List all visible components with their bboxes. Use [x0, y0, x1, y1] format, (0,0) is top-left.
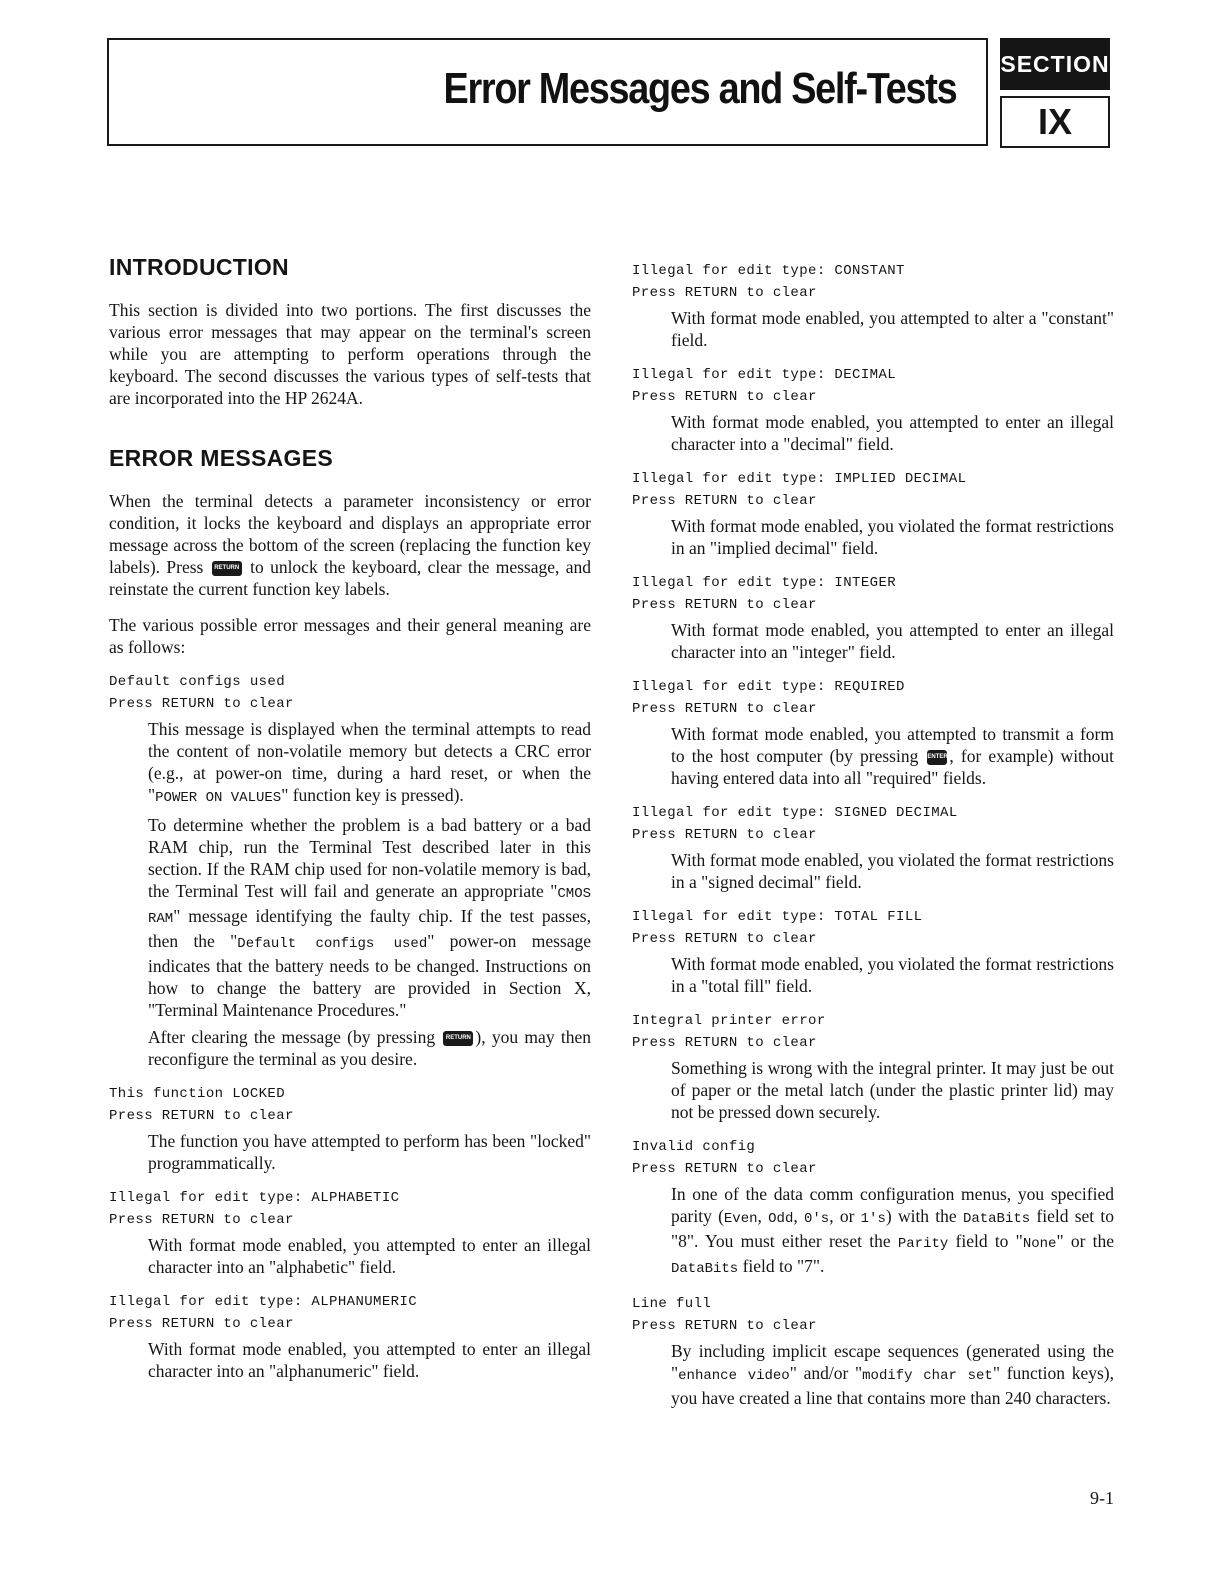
error-message-line: Illegal for edit type: SIGNED DECIMAL — [632, 805, 958, 821]
error-message-signed-decimal — [632, 803, 1114, 893]
enter-key-icon: ENTER — [927, 750, 947, 765]
error-message-integral-printer — [632, 1011, 1114, 1123]
section-label: SECTION — [1000, 38, 1110, 90]
error-message-line: Illegal for edit type: IMPLIED DECIMAL — [632, 471, 967, 487]
error-messages-intro: When the terminal detects a parameter inconsistency or error condition, it locks the keyboard and displays an appropriate error message across the bottom of the screen (replacing the function key labels). Press RETURN to unlock the keyboard, clear the message, and reinstate the current function key labels. — [109, 491, 592, 599]
error-message-line: Illegal for edit type: REQUIRED — [632, 679, 905, 695]
error-message-description: With format mode enabled, you attempted to enter an illegal character into a "decimal" field. — [671, 412, 1114, 454]
error-message-integer — [632, 573, 1114, 663]
error-message-line: Illegal for edit type: ALPHANUMERIC — [109, 1294, 418, 1310]
error-message-description: By including implicit escape sequences (generated using the "enhance video" and/or "modify char set" function keys), you have created a line that contains more than 240 characters. — [671, 1341, 1115, 1408]
introduction-text: This section is divided into two portions. The first discusses the various error messages that may appear on the terminal's screen while you are attempting to perform operations through the keyboard. The second discusses the various types of self-tests that are incorporated into the HP 2624A. — [109, 300, 591, 408]
error-message-constant — [632, 261, 1114, 351]
page-title: Error Messages and Self-Tests — [443, 64, 956, 113]
error-message-required — [632, 677, 1114, 789]
error-message-default-configs — [109, 672, 591, 1070]
return-key-icon: RETURN — [212, 561, 242, 576]
error-message-prompt: Press RETURN to clear — [632, 388, 817, 405]
error-message-prompt: Press RETURN to clear — [632, 826, 817, 843]
error-message-invalid-config — [632, 1137, 1114, 1280]
error-message-line: Illegal for edit type: CONSTANT — [632, 263, 905, 279]
error-message-line: This function LOCKED — [109, 1086, 286, 1102]
error-message-description: With format mode enabled, you violated the format restrictions in a "signed decimal" field. — [671, 850, 1114, 892]
error-message-line: Illegal for edit type: INTEGER — [632, 575, 897, 591]
error-message-prompt: Press RETURN to clear — [632, 492, 817, 509]
page-number: 9-1 — [1090, 1488, 1114, 1508]
error-message-description: In one of the data comm configuration menus, you specified parity (Even, Odd, 0's, or 1's) with the DataBits field set to "8". You must either reset the Parity field to "None" or the DataBits field to "7". — [671, 1184, 1115, 1277]
error-message-alphanumeric — [109, 1292, 591, 1382]
error-message-line: Illegal for edit type: DECIMAL — [632, 367, 897, 383]
error-message-prompt: Press RETURN to clear — [632, 930, 817, 947]
error-message-prompt: Press RETURN to clear — [632, 1160, 817, 1177]
error-message-line: Default configs used — [109, 674, 286, 690]
error-message-description: With format mode enabled, you attempted to enter an illegal character into an "alphanumeric" field. — [148, 1339, 591, 1381]
error-message-implied-decimal — [632, 469, 1114, 559]
right-column — [632, 261, 1114, 1423]
error-message-line-full — [632, 1294, 1114, 1409]
error-message-prompt: Press RETURN to clear — [109, 1211, 294, 1228]
error-message-description: This message is displayed when the terminal attempts to read the content of non-volatile memory but detects a CRC error (e.g., at power-on time, during a hard reset, or when the "POWER ON VALUES" function key is pressed). To determine whether the problem is a bad battery or a bad RAM chip, run the Terminal Test described later in this section. If the RAM chip used for non-volatile memory is bad, the Terminal Test will fail and generate an appropriate "CMOS RAM" message identifying the faulty chip. If the test passes, then the "Default configs used" power-on message indicates that the battery needs to be changed. Instructions on how to change the battery are provided in Section X, "Terminal Maintenance Procedures." After clearing the message (by pressing RETURN ), you may then reconfigure the terminal as you desire. — [148, 719, 591, 1069]
error-message-description: With format mode enabled, you attempted to alter a "constant" field. — [671, 308, 1114, 350]
error-message-description: With format mode enabled, you violated the format restrictions in an "implied decimal" field. — [671, 516, 1114, 558]
error-message-alphabetic — [109, 1188, 591, 1278]
section-number: IX — [1000, 96, 1110, 148]
error-message-total-fill — [632, 907, 1114, 997]
introduction-heading: INTRODUCTION — [109, 254, 289, 280]
return-key-icon: RETURN — [443, 1031, 473, 1046]
error-messages-heading: ERROR MESSAGES — [109, 445, 334, 471]
error-message-function-locked — [109, 1084, 591, 1174]
error-message-prompt: Press RETURN to clear — [632, 1034, 817, 1051]
error-message-prompt: Press RETURN to clear — [632, 700, 817, 717]
error-message-prompt: Press RETURN to clear — [632, 596, 817, 613]
error-message-line: Invalid config — [632, 1139, 756, 1155]
error-message-decimal — [632, 365, 1114, 455]
left-column — [109, 254, 591, 1396]
error-message-description: With format mode enabled, you attempted to transmit a form to the host computer (by pressing ENTER, for example) without having entered data into all "required" fields. — [671, 724, 1115, 788]
error-message-line: Illegal for edit type: TOTAL FILL — [632, 909, 923, 925]
error-message-prompt: Press RETURN to clear — [109, 695, 294, 712]
error-messages-lead: The various possible error messages and their general meaning are as follows: — [109, 615, 591, 657]
error-message-line: Line full — [632, 1296, 712, 1312]
error-message-line: Illegal for edit type: ALPHABETIC — [109, 1190, 400, 1206]
error-message-line: Integral printer error — [632, 1013, 826, 1029]
error-message-prompt: Press RETURN to clear — [109, 1107, 294, 1124]
error-message-description: With format mode enabled, you attempted to enter an illegal character into an "integer" field. — [671, 620, 1114, 662]
error-message-prompt: Press RETURN to clear — [109, 1315, 294, 1332]
error-message-description: With format mode enabled, you violated the format restrictions in a "total fill" field. — [671, 954, 1114, 996]
error-message-description: Something is wrong with the integral printer. It may just be out of paper or the metal latch (under the plastic printer lid) may not be pressed down securely. — [671, 1058, 1114, 1122]
error-message-prompt: Press RETURN to clear — [632, 1317, 817, 1334]
title-box — [107, 38, 988, 146]
error-message-description: The function you have attempted to perform has been "locked" programmatically. — [148, 1131, 591, 1173]
error-message-prompt: Press RETURN to clear — [632, 284, 817, 301]
error-message-description: With format mode enabled, you attempted to enter an illegal character into an "alphabetic" field. — [148, 1235, 591, 1277]
